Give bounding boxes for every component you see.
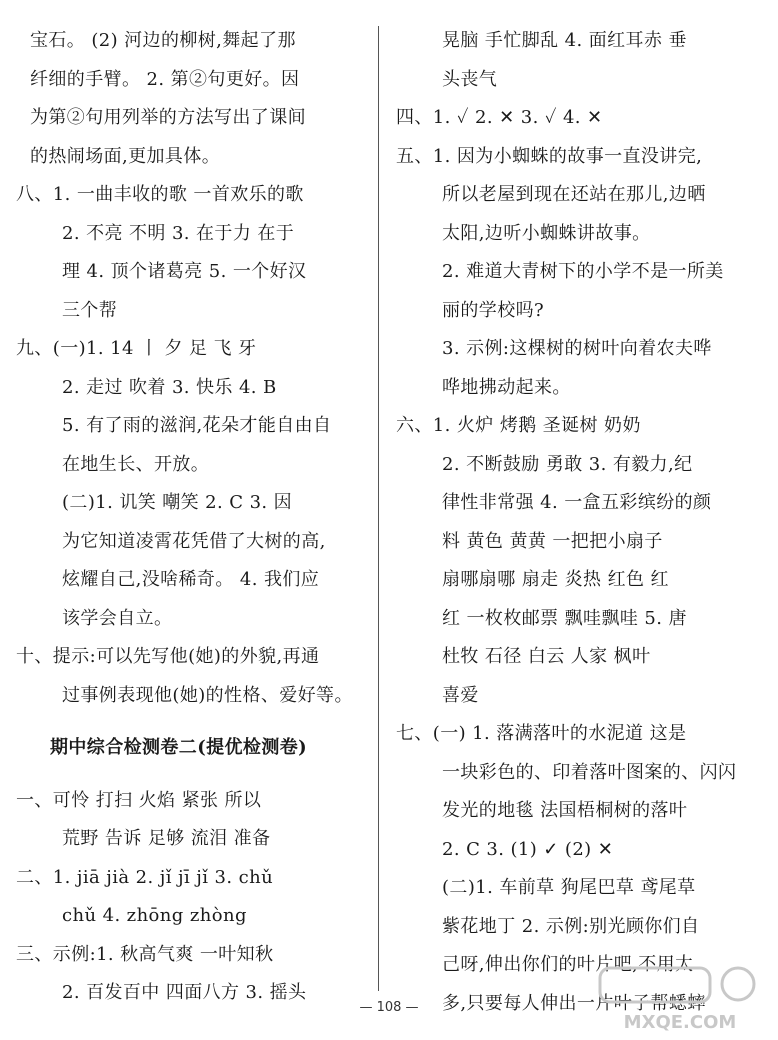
left-column [16,22,364,1013]
answer-line: 料 黄色 黄黄 一把把小扇子 [442,530,663,552]
answer-line: 喜爱 [442,684,479,706]
answer-line: 己呀,伸出你们的叶片吧,不用太 [442,954,694,975]
answer-line: 律性非常强 4. 一盒五彩缤纷的颜 [442,492,712,513]
answer-line: 2. 走过 吹着 3. 快乐 4. B [62,376,277,398]
answer-line: (二)1. 讥笑 嘲笑 2. C 3. 因 [62,492,293,513]
right-column [396,22,752,1023]
answer-line: 五、1. 因为小蜘蛛的故事一直没讲完, [396,145,703,167]
answer-line: 一块彩色的、印着落叶图案的、闪闪 [442,761,737,783]
answer-line: 红 一枚枚邮票 飘哇飘哇 5. 唐 [442,607,687,629]
watermark-logo [590,954,770,1034]
answer-line: 在地生长、开放。 [62,453,210,475]
answer-line: 六、1. 火炉 烤鹅 圣诞树 奶奶 [396,415,641,436]
answer-line: 太阳,边听小蜘蛛讲故事。 [442,222,651,244]
section-heading: 期中综合检测卷二(提优检测卷) [50,737,308,758]
answer-line: 头丧气 [442,68,498,90]
answer-line: 七、(一) 1. 落满落叶的水泥道 这是 [396,723,687,744]
answer-line: 所以老屋到现在还站在那儿,边晒 [442,184,706,205]
answer-line: 该学会自立。 [62,607,173,629]
answer-line: 2. 百发百中 四面八方 3. 摇头 [62,982,307,1003]
answer-line: 2. 难道大青树下的小学不是一所美 [442,261,724,282]
answer-line: 3. 示例:这棵树的树叶向着农夫哗 [442,338,712,359]
answer-line: 扇哪扇哪 扇走 炎热 红色 红 [442,569,669,590]
answer-line: 宝石。 (2) 河边的柳树,舞起了那 [30,30,296,51]
answer-line: 理 4. 顶个诸葛亮 5. 一个好汉 [62,261,307,282]
answer-line: 2. C 3. (1) ✓ (2) ✕ [442,838,614,860]
answer-line: 杜牧 石径 白云 人家 枫叶 [442,646,651,667]
page-number: — 108 — [359,1000,419,1015]
answer-line: 三个帮 [62,299,118,321]
answer-line: 的热闹场面,更加具体。 [30,145,221,167]
answer-line: 5. 有了雨的滋润,花朵才能自由自 [62,415,332,436]
answer-line: 发光的地毯 法国梧桐树的落叶 [442,800,688,821]
answer-line: 荒野 告诉 足够 流泪 准备 [62,828,271,849]
answer-line: 多,只要每人伸出一片叶子帮蟋蟀 [442,992,706,1014]
answer-line: 丽的学校吗? [442,299,545,321]
answer-line: 三、示例:1. 秋高气爽 一叶知秋 [16,943,274,965]
answer-line: 为它知道凌霄花凭借了大树的高, [62,530,326,552]
answer-line: 为第②句用列举的方法写出了课间 [30,107,306,128]
answer-line: 炫耀自己,没啥稀奇。 4. 我们应 [62,569,320,590]
answer-line: 一、可怜 打扫 火焰 紧张 所以 [16,789,262,811]
answer-line: 紫花地丁 2. 示例:别光顾你们自 [442,915,700,937]
answer-line: 纤细的手臂。 2. 第②句更好。因 [30,68,300,90]
answer-line: 2. 不亮 不明 3. 在于力 在于 [62,222,295,244]
answer-line: 哗地拂动起来。 [442,376,571,398]
answer-line: 晃脑 手忙脚乱 4. 面红耳赤 垂 [442,30,687,51]
answer-line: (二)1. 车前草 狗尾巴草 鸢尾草 [442,877,696,898]
left-answers-top [16,22,364,715]
answer-line: 四、1. ✓ 2. ✕ 3. ✓ 4. ✕ [396,107,603,128]
answer-line: 过事例表现他(她)的性格、爱好等。 [62,684,353,706]
answer-line: 2. 不断鼓励 勇敢 3. 有毅力,纪 [442,453,693,475]
answer-line: 八、1. 一曲丰收的歌 一首欢乐的歌 [16,184,304,205]
column-divider [378,26,379,991]
left-answers-bottom [16,782,364,1013]
answer-line: 二、1. jiā jià 2. jǐ jī jǐ 3. chǔ [16,866,274,888]
svg-text:MXQE.COM: MXQE.COM [623,1012,737,1033]
right-answers [396,22,752,1023]
answer-line: chǔ 4. zhōng zhòng [62,905,247,926]
answer-line: 十、提示:可以先写他(她)的外貌,再通 [16,646,320,667]
answer-line: 九、(一)1. 14 丨 夕 足 飞 牙 [16,338,257,359]
